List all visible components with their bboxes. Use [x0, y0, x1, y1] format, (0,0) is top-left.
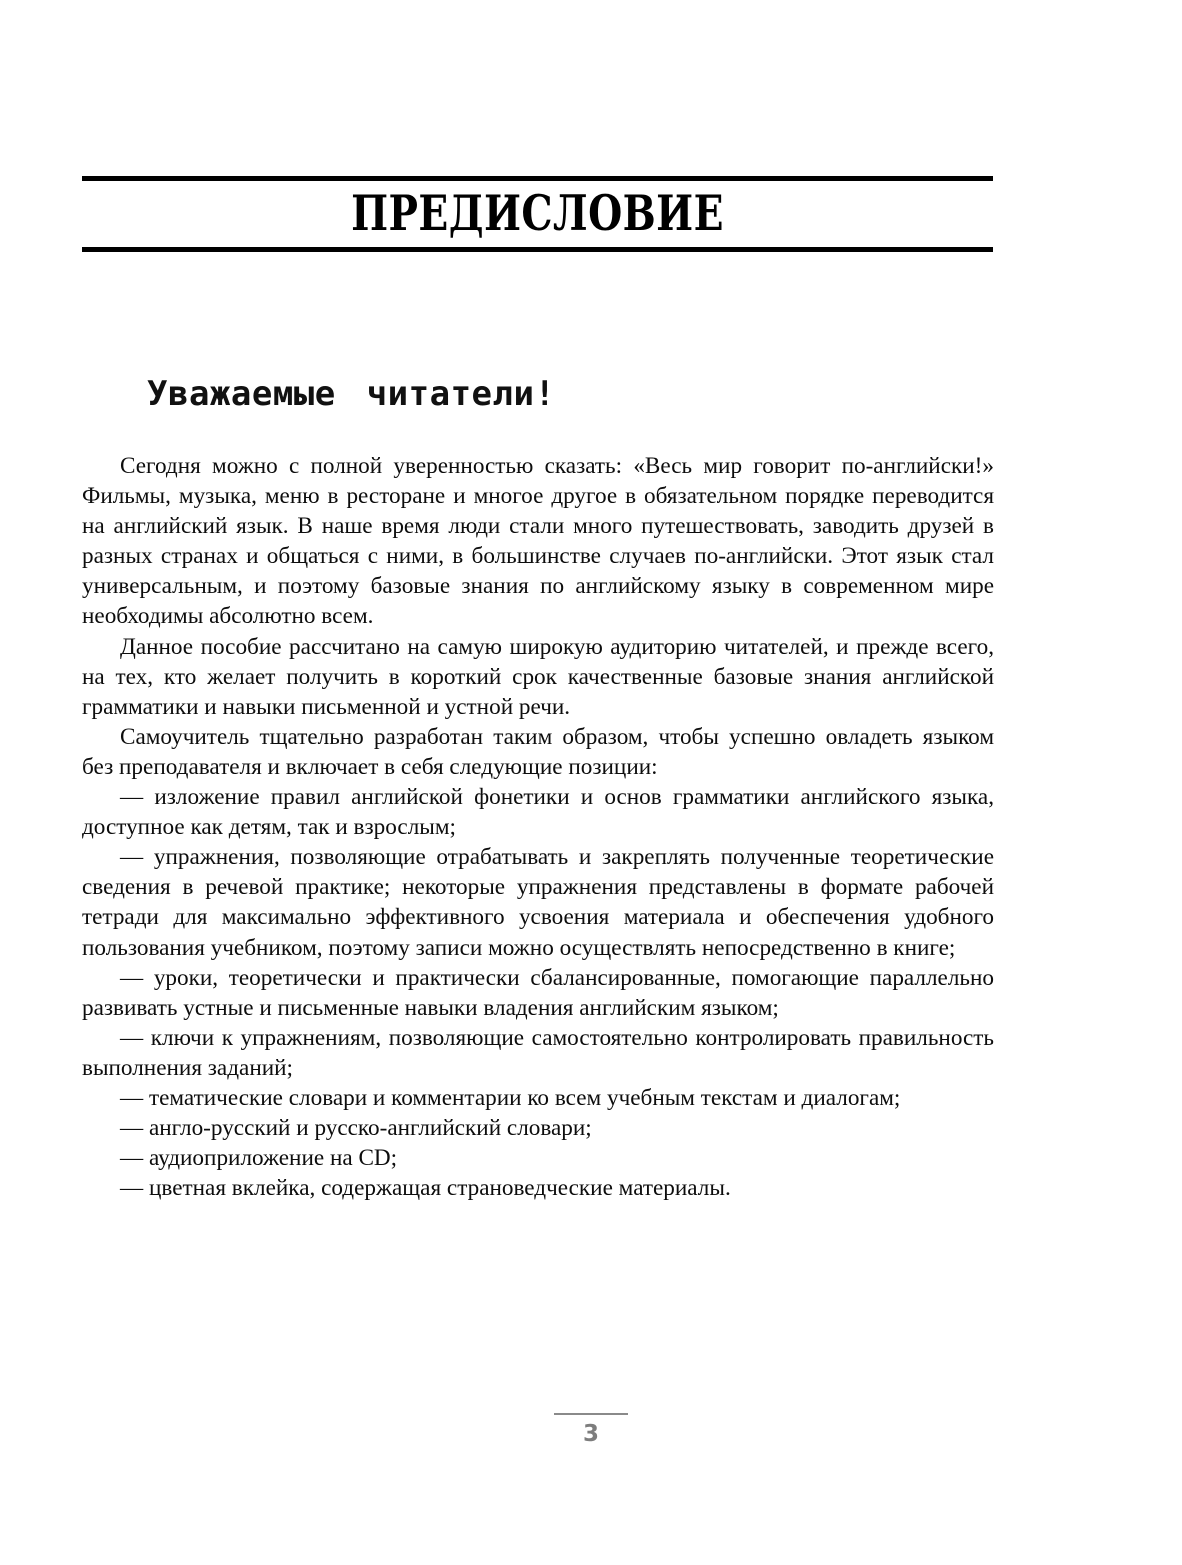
list-item: — изложение правил английской фонетики и основ грамматики английского языка, доступное как детям, так и взрослым;	[82, 784, 994, 841]
page-number: 3	[582, 1421, 599, 1447]
list-item: — уроки, теоретически и практически сбалансированные, помогающие параллельно развивать устные и письменные навыки владения английским языком;	[82, 964, 994, 1021]
list-item: — ключи к упражнениям, позволяющие самостоятельно контролировать правильность выполнения заданий;	[82, 1024, 994, 1081]
page-footer	[0, 1413, 1182, 1447]
list-item: — цветная вклейка, содержащая страноведческие материалы.	[120, 1175, 731, 1202]
footer-rule	[554, 1413, 628, 1415]
title-bottom-rule	[82, 247, 993, 252]
body-text	[82, 451, 994, 1203]
paragraph-1: Сегодня можно с полной уверенностью сказать: «Весь мир говорит по-английски!» Фильмы, музыка, меню в ресторане и многое другое в обязательном порядке переводится на английский язык. В наше время люди стали много путешествовать, заводить друзей в разных странах и общаться с ними, в большинстве случаев по-английски. Этот язык стал универсальным, и поэтому базовые знания по английскому языку в современном мире необходимы абсолютно всем.	[82, 453, 994, 630]
list-item: — аудиоприложение на CD;	[120, 1145, 398, 1172]
paragraph-3: Самоучитель тщательно разработан таким образом, чтобы успешно овладеть языком без преподавателя и включает в себя следующие позиции:	[82, 723, 994, 780]
greeting-heading: Уважаемые читатели!	[147, 374, 556, 414]
page-title: ПРЕДИСЛОВИЕ	[351, 184, 724, 242]
list-item: — упражнения, позволяющие отрабатывать и закреплять полученные теоретические сведения в речевой практике; некоторые упражнения представлены в формате рабочей тетради для максимально эффективного усвоения материала и обеспечения удобного пользования учебником, поэтому записи можно осуществлять непосредственно в книге;	[82, 844, 994, 961]
chapter-title-block	[82, 176, 993, 252]
list-item: — тематические словари и комментарии ко всем учебным текстам и диалогам;	[120, 1084, 901, 1111]
paragraph-2: Данное пособие рассчитано на самую широкую аудиторию читателей, и прежде всего, на тех, кто желает получить в короткий срок качественные базовые знания английской грамматики и навыки письменной и устной речи.	[82, 633, 994, 720]
list-item: — англо-русский и русско-английский словари;	[120, 1115, 592, 1142]
